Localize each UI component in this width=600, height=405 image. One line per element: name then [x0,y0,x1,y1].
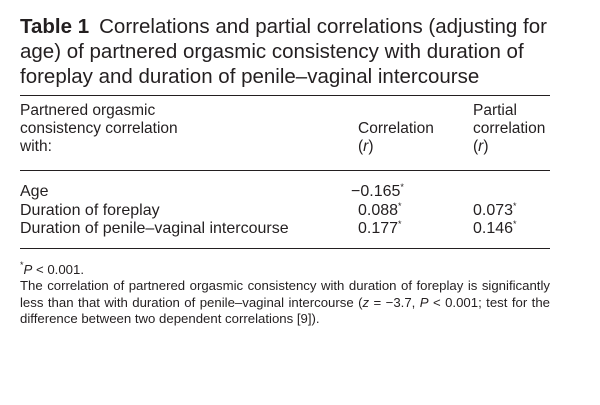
row-label: Age [20,183,49,200]
row-partial: 0.146* [473,219,517,237]
header-correlation-column [358,120,434,156]
header-col3-line1: Partial [473,102,517,119]
row-correlation: 0.177* [358,219,402,237]
row-label: Duration of penile–vaginal intercourse [20,220,289,237]
header-col3-line2: correlation [473,120,546,137]
header-col1-line2: consistency correlation [20,120,178,137]
table-body [20,183,550,239]
table-caption [20,14,550,89]
row-partial: 0.073* [473,200,517,219]
table-container [20,14,550,328]
table-header [20,102,550,170]
table-label: Table 1 [20,15,90,38]
header-partial-column [473,102,545,156]
table-footnotes [20,259,550,328]
comparison-footnote: The correlation of partnered orgasmic consistency with duration of foreplay is significantly less than that with duration of penile–vaginal intercourse (z = −3.7, P < 0.001; test for the difference between two dependent correlations [9]). [20,278,550,326]
header-col1-line3: with: [20,138,52,155]
table-row-foreplay [20,202,550,221]
table-row-intercourse [20,220,550,239]
header-col2-line1: Correlation [358,120,434,137]
header-rule [20,170,550,171]
significance-footnote: *P < 0.001. [20,259,85,277]
header-col1-line1: Partnered orgasmic [20,102,156,119]
header-col2-symbol: (r) [358,138,374,155]
header-col3-symbol: (r) [473,138,489,155]
row-correlation: 0.088* [358,200,402,219]
top-rule [20,95,550,96]
table-title: Correlations and partial correlations (adjusting for age) of partnered orgasmic consistency with duration of foreplay and duration of penile–vaginal intercourse [20,15,547,88]
row-label: Duration of foreplay [20,201,160,219]
table-row-age [20,183,550,202]
row-correlation: −0.165* [351,182,404,200]
header-label-column [20,102,340,156]
bottom-rule [20,248,550,249]
